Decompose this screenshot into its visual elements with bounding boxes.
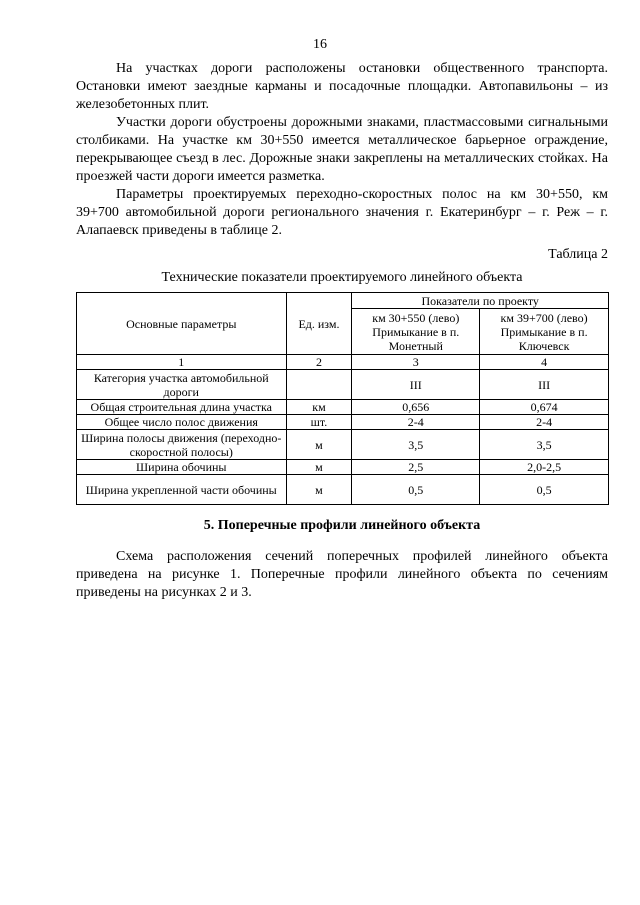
table-row — [77, 415, 609, 430]
header-param: Основные параметры — [77, 293, 287, 355]
row-value-col3: 0,5 — [352, 475, 480, 505]
header-col4: км 39+700 (лево) Примыкание в п. Ключевск — [480, 309, 609, 355]
row-unit: км — [286, 400, 352, 415]
row-unit: м — [286, 430, 352, 460]
header-col3: км 30+550 (лево) Примыкание в п. Монетный — [352, 309, 480, 355]
row-value-col4: 0,674 — [480, 400, 609, 415]
col-number: 2 — [286, 355, 352, 370]
technical-indicators-table — [76, 292, 609, 505]
table-row — [77, 475, 609, 505]
page-number: 16 — [313, 37, 327, 52]
col-number: 1 — [77, 355, 287, 370]
row-param: Ширина укрепленной части обочины — [77, 475, 287, 505]
intro-text — [76, 60, 608, 240]
row-value-col4: 0,5 — [480, 475, 609, 505]
row-value-col4: 2,0-2,5 — [480, 460, 609, 475]
paragraph-profiles: Схема расположения сечений поперечных профилей линейного объекта приведена на рисунке 1. Поперечные профили линейного объекта по сечениям приведены на рисунках 2 и 3. — [76, 549, 608, 600]
table-row — [77, 460, 609, 475]
row-param: Категория участка автомобильной дороги — [77, 370, 287, 400]
table-row — [77, 370, 609, 400]
table-title: Технические показатели проектируемого линейного объекта — [161, 270, 523, 285]
row-param: Общая строительная длина участка — [77, 400, 287, 415]
row-value-col4: III — [480, 370, 609, 400]
col-number: 4 — [480, 355, 609, 370]
row-unit — [286, 370, 352, 400]
header-group: Показатели по проекту — [352, 293, 609, 309]
row-unit: м — [286, 475, 352, 505]
col-number: 3 — [352, 355, 480, 370]
row-unit: м — [286, 460, 352, 475]
row-value-col4: 2-4 — [480, 415, 609, 430]
header-unit: Ед. изм. — [286, 293, 352, 355]
table-header-row — [77, 293, 609, 309]
row-value-col4: 3,5 — [480, 430, 609, 460]
row-param: Ширина обочины — [77, 460, 287, 475]
row-unit: шт. — [286, 415, 352, 430]
row-value-col3: 2-4 — [352, 415, 480, 430]
table-row — [77, 400, 609, 415]
table-label: Таблица 2 — [548, 247, 608, 262]
closing-text — [76, 548, 608, 602]
row-value-col3: 3,5 — [352, 430, 480, 460]
paragraph-parameters: Параметры проектируемых переходно-скоростных полос на км 30+550, км 39+700 автомобильной дороги регионального значения г. Екатеринбург – г. Реж – г. Алапаевск приведены в таблице 2. — [76, 187, 608, 238]
table-row — [77, 430, 609, 460]
row-param: Общее число полос движения — [77, 415, 287, 430]
row-value-col3: 2,5 — [352, 460, 480, 475]
row-param: Ширина полосы движения (переходно-скоростной полосы) — [77, 430, 287, 460]
table-number-row — [77, 355, 609, 370]
paragraph-road-signs: Участки дороги обустроены дорожными знаками, пластмассовыми сигнальными столбиками. На участке км 30+550 имеется металлическое барьерное ограждение, перекрывающее съезд в лес. Дорожные знаки закреплены на металлических стойках. На проезжей части дороги имеется разметка. — [76, 115, 608, 184]
row-value-col3: 0,656 — [352, 400, 480, 415]
paragraph-bus-stops: На участках дороги расположены остановки общественного транспорта. Остановки имеют заездные карманы и посадочные площадки. Автопавильоны – из железобетонных плит. — [76, 61, 608, 112]
row-value-col3: III — [352, 370, 480, 400]
section-heading: 5. Поперечные профили линейного объекта — [203, 518, 481, 533]
